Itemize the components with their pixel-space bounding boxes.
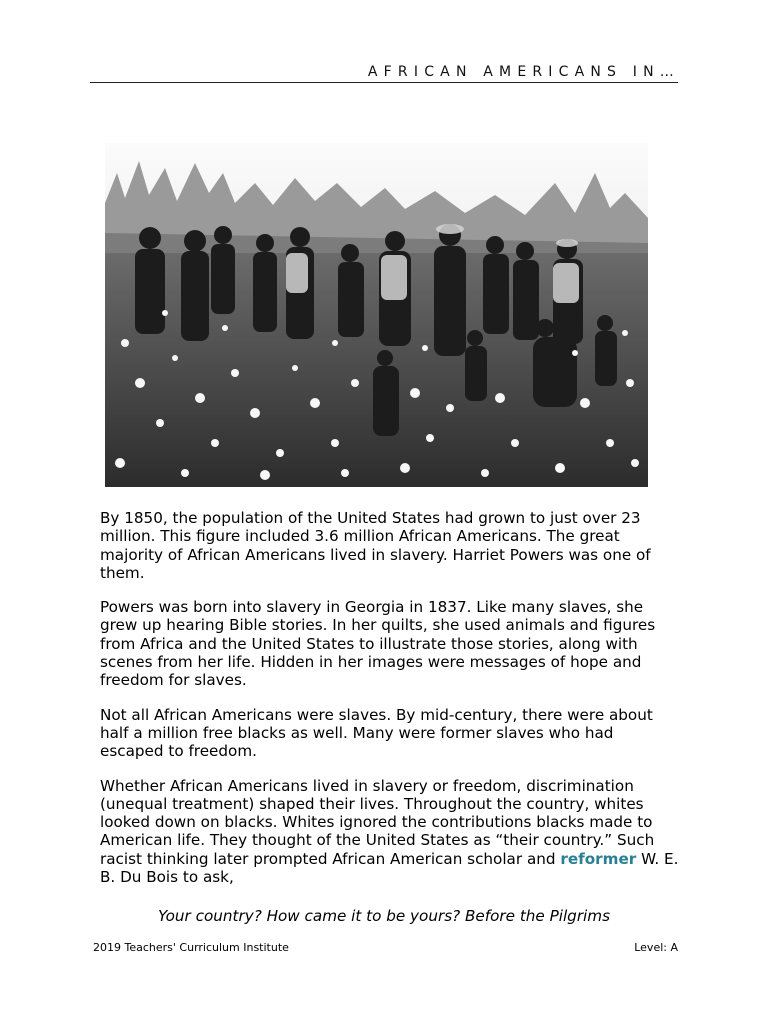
block-quote: Your country? How came it to be yours? Before the Pilgrims: [158, 907, 610, 925]
paragraph-3: Not all African Americans were slaves. By mid-century, there were about half a million free blacks as well. Many were former slaves who had escaped to freedom.: [100, 705, 653, 761]
running-header-title: AFRICAN AMERICANS IN…: [367, 64, 680, 80]
photo-icon: [105, 143, 648, 487]
paragraph-2: Powers was born into slavery in Georgia in 1837. Like many slaves, she grew up hearing Bible stories. In her quilts, she used animals and figures from Africa and the United States to illustrate those stories, along with scenes from her life. Hidden in her images were messages of hope and freedom for slaves.: [100, 598, 656, 690]
paragraph-4-lead: Whether African Americans lived in slavery or freedom, discrimination (unequal treatment) shaped their lives. Throughout the country, whites looked down on blacks. Whites ignored the contributions blacks made to American life. They thought of the United States as “their country.” Such racist thinking later prompted African American scholar and: [100, 776, 655, 868]
article-body: [100, 509, 680, 886]
paragraph-4: [100, 777, 680, 887]
paragraph-4-tail: W. E. B. Du Bois to ask,: [100, 849, 679, 887]
cotton-field-photo: [105, 143, 648, 487]
paragraph-1: By 1850, the population of the United States had grown to just over 23 million. This figure included 3.6 million African Americans. The great majority of African Americans lived in slavery. Harriet Powers was one of them.: [100, 509, 651, 582]
vocabulary-term-reformer[interactable]: reformer: [560, 849, 637, 868]
footer-level: Level: A: [634, 941, 678, 954]
footer-copyright: 2019 Teachers' Curriculum Institute: [93, 941, 289, 954]
header-divider: [90, 82, 678, 83]
